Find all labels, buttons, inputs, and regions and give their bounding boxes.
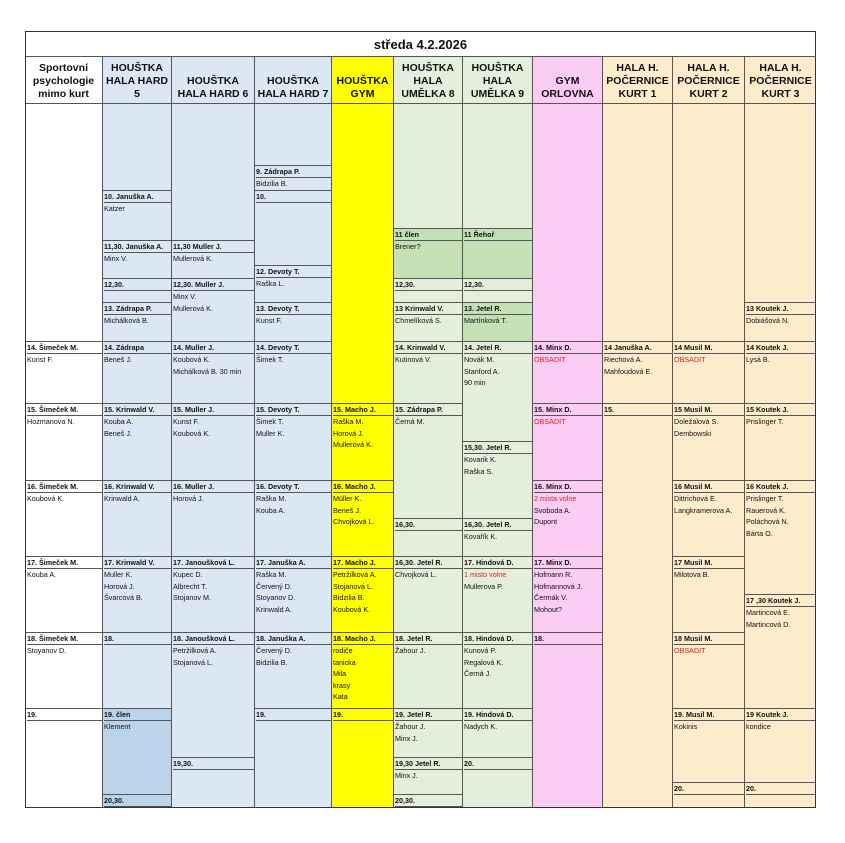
- slot-time-coach: 18. Jetel R.: [395, 633, 462, 645]
- slot-players: Dittrichová E. Langkramerova A.: [674, 494, 733, 515]
- slot-entry: [254, 266, 331, 303]
- slot-time-coach: 12. Devoty T.: [256, 266, 331, 278]
- slot-time-coach: 11,30. Januška A.: [104, 241, 171, 253]
- slot-time-coach: 14 Koutek J.: [746, 342, 816, 354]
- slot-time-coach: 14. Zádrapa: [104, 342, 171, 354]
- slot-entry: [254, 342, 331, 404]
- slot-time-coach: 18.: [534, 633, 602, 645]
- slot-players: Milotova B.: [674, 570, 710, 579]
- slot-time-coach: 14. Šimeček M.: [27, 342, 102, 354]
- slot-time-coach: 19. Jetel R.: [395, 709, 462, 721]
- slot-time-coach: 17. Krinwald V.: [104, 557, 171, 569]
- slot-entry: [532, 633, 602, 808]
- slot-players: [674, 354, 744, 366]
- slot-players: rodiče tanicka Mila krasy Kata: [333, 646, 356, 702]
- slot-entry: [744, 783, 816, 808]
- slot-entry: [462, 303, 532, 342]
- slot-entry: [331, 709, 393, 808]
- slot-entry: [254, 633, 331, 709]
- slot-entry: [532, 481, 602, 557]
- slot-entry: [462, 557, 532, 633]
- slot-entry: [25, 404, 102, 481]
- slot-time-coach: 19. Hindová D.: [464, 709, 532, 721]
- slot-time-coach: 11 člen: [395, 229, 462, 241]
- slot-entry: [462, 709, 532, 758]
- slot-time-coach: 16,30. Jetel R.: [464, 519, 532, 531]
- slot-time-coach: 16,30.: [395, 519, 462, 531]
- slot-time-coach: 16. Muller J.: [173, 481, 254, 493]
- slot-players: Kovarik K. Raška S.: [464, 455, 497, 476]
- slot-players: Bidzilia B.: [256, 179, 288, 188]
- column-header-gym: HOUŠTKA GYM: [331, 57, 393, 104]
- slot-entry: [744, 404, 816, 481]
- slot-time-coach: 12,30. Muller J.: [173, 279, 254, 291]
- slot-players: 1 misto volne Mullerova P.: [464, 570, 507, 591]
- slot-players: Prislinger T. Rauerová K. Poláchová N. Bárta O.: [746, 494, 789, 538]
- slot-entry: [672, 783, 744, 808]
- slot-time-coach: 12,30.: [464, 279, 532, 291]
- title-divider: [25, 56, 816, 57]
- slot-entry: [102, 481, 171, 557]
- slot-entry: [331, 481, 393, 557]
- slot-entry: [102, 241, 171, 279]
- slot-time-coach: 10. Januška A.: [104, 191, 171, 203]
- slot-entry: [171, 241, 254, 279]
- slot-entry: [102, 191, 171, 241]
- slot-entry: [171, 404, 254, 481]
- slot-time-coach: 11,30 Muller J.: [173, 241, 254, 253]
- slot-players: Muller K. Horová J. Švarcová B.: [104, 570, 143, 603]
- slot-entry: [102, 279, 171, 303]
- slot-entry: [602, 342, 672, 404]
- slot-entry: [744, 481, 816, 595]
- slot-players: Minx V. Mullerová K.: [173, 292, 213, 313]
- column-header-hu9: HOUŠTKA HALA UMĚLKA 9: [462, 57, 532, 104]
- slot-time-coach: 15 Koutek J.: [746, 404, 816, 416]
- slot-entry: [171, 557, 254, 633]
- slot-time-coach: 20,30.: [395, 795, 462, 807]
- slot-players: Minx V.: [104, 254, 128, 263]
- slot-time-coach: 17. Hindová D.: [464, 557, 532, 569]
- slot-entry: [672, 557, 744, 633]
- slot-players: Raška M. Červený D. Stoyanov D. Krinwald A.: [256, 570, 296, 614]
- slot-time-coach: 19. člen: [104, 709, 171, 721]
- slot-players: Kouba A. Beneš J.: [104, 417, 134, 438]
- slot-time-coach: 16 Koutek J.: [746, 481, 816, 493]
- slot-players: Chmelíková S.: [395, 316, 442, 325]
- slot-players: kondice: [746, 722, 771, 731]
- slot-players: Raška M. Horová J. Mullerová K.: [333, 417, 373, 450]
- slot-note: OBSADIT: [674, 355, 706, 364]
- slot-note: OBSADIT: [534, 355, 566, 364]
- slot-time-coach: 16,30. Jetel R.: [395, 557, 462, 569]
- slot-time-coach: 14. Muller J.: [173, 342, 254, 354]
- slot-entry: [672, 342, 744, 404]
- slot-entry: [102, 795, 171, 808]
- slot-entry: [744, 342, 816, 404]
- slot-players: Dobiášová N.: [746, 316, 790, 325]
- column-header-k3: HALA H. POČERNICE KURT 3: [744, 57, 816, 104]
- slot-entry: [672, 709, 744, 783]
- slot-entry: [744, 709, 816, 783]
- page-title: středa 4.2.2026: [25, 31, 816, 57]
- slot-players: Beneš J.: [104, 355, 132, 364]
- slot-time-coach: 15. Zádrapa P.: [395, 404, 462, 416]
- slot-time-coach: 13. Zádrapa P.: [104, 303, 171, 315]
- slot-time-coach: 18. Macho J.: [333, 633, 393, 645]
- slot-players: 2 mista volne Svoboda A. Dupont: [534, 494, 577, 527]
- slot-time-coach: 14. Krinwald V.: [395, 342, 462, 354]
- slot-time-coach: 15. Minx D.: [534, 404, 602, 416]
- slot-time-coach: 19,30.: [173, 758, 254, 770]
- slot-time-coach: 19,30 Jetel R.: [395, 758, 462, 770]
- slot-entry: [254, 303, 331, 342]
- slot-time-coach: 19.: [27, 709, 102, 721]
- slot-time-coach: 20.: [674, 783, 744, 795]
- slot-time-coach: 20,30.: [104, 795, 171, 807]
- slot-entry: [171, 633, 254, 758]
- slot-players: Riechová A. Mahfoudová E.: [604, 355, 653, 376]
- slot-time-coach: 16. Šimeček M.: [27, 481, 102, 493]
- slot-time-coach: 17. Minx D.: [534, 557, 602, 569]
- slot-players: Katzer: [104, 204, 125, 213]
- slot-time-coach: 15. Šimeček M.: [27, 404, 102, 416]
- slot-players: Petržilková A. Stojanová L. Bidzilia B. Koubová K.: [333, 570, 377, 614]
- slot-entry: [393, 303, 462, 342]
- slot-entry: [171, 481, 254, 557]
- slot-time-coach: 16. Macho J.: [333, 481, 393, 493]
- slot-entry: [602, 404, 672, 808]
- column-header-hh7: HOUŠTKA HALA HARD 7: [254, 57, 331, 104]
- slot-note: 2 mista volne: [534, 494, 577, 503]
- slot-players: Červený D. Bidzilia B.: [256, 646, 292, 667]
- slot-players: Kouba A.: [27, 570, 57, 579]
- slot-time-coach: 17. Šimeček M.: [27, 557, 102, 569]
- slot-players: Kovařík K.: [464, 532, 498, 541]
- slot-time-coach: 17 ,30 Koutek J.: [746, 595, 816, 607]
- slot-time-coach: 19. Musil M.: [674, 709, 744, 721]
- slot-players: Kunová P. Regalová K. Černá J.: [464, 646, 504, 679]
- slot-time-coach: 12,30.: [395, 279, 462, 291]
- slot-time-coach: 15. Devoty T.: [256, 404, 331, 416]
- slot-entry: [102, 633, 171, 709]
- slot-players: [674, 645, 744, 657]
- slot-time-coach: 15. Muller J.: [173, 404, 254, 416]
- slot-players: Kupec D. Albrecht T. Stojanov M.: [173, 570, 211, 603]
- slot-players: Koubová K. Michálková B. 30 min: [173, 355, 242, 376]
- slot-time-coach: 13. Jetel R.: [464, 303, 532, 315]
- slot-entry: [393, 342, 462, 404]
- slot-entry: [393, 633, 462, 709]
- slot-time-coach: 19.: [256, 709, 331, 721]
- slot-entry: [462, 633, 532, 709]
- slot-entry: [393, 758, 462, 795]
- slot-time-coach: 14. Minx D.: [534, 342, 602, 354]
- slot-players: Stoyanov D.: [27, 646, 67, 655]
- slot-players: Černá M.: [395, 417, 425, 426]
- slot-entry: [25, 342, 102, 404]
- slot-entry: [393, 709, 462, 758]
- slot-players: Mullerová K.: [173, 254, 213, 263]
- slot-time-coach: 18. Januška A.: [256, 633, 331, 645]
- slot-time-coach: 10.: [256, 191, 331, 203]
- slot-players: Kokinis: [674, 722, 698, 731]
- slot-entry: [532, 557, 602, 633]
- slot-time-coach: 18. Šimeček M.: [27, 633, 102, 645]
- slot-time-coach: 18. Janoušková L.: [173, 633, 254, 645]
- slot-time-coach: 9. Zádrapa P.: [256, 166, 331, 178]
- slot-time-coach: 18 Musil M.: [674, 633, 744, 645]
- slot-players: Martínková T.: [464, 316, 508, 325]
- slot-players: Kunst F.: [27, 355, 53, 364]
- slot-entry: [393, 795, 462, 808]
- slot-entry: [25, 709, 102, 808]
- slot-time-coach: 16. Krinwald V.: [104, 481, 171, 493]
- slot-entry: [102, 342, 171, 404]
- column-header-hh5: HOUŠTKA HALA HARD 5: [102, 57, 171, 104]
- column-header-hu8: HOUŠTKA HALA UMĚLKA 8: [393, 57, 462, 104]
- slot-players: Kutinová V.: [395, 355, 432, 364]
- slot-players: Raška M. Kouba A.: [256, 494, 287, 515]
- slot-note: OBSADIT: [534, 417, 566, 426]
- column-header-psych: Sportovní psychologie mimo kurt: [25, 57, 102, 104]
- slot-players: Klement: [104, 722, 131, 731]
- slot-players: Hozmanova N.: [27, 417, 75, 426]
- slot-time-coach: 15. Macho J.: [333, 404, 393, 416]
- slot-entry: [102, 557, 171, 633]
- slot-time-coach: 18.: [104, 633, 171, 645]
- slot-entry: [25, 633, 102, 709]
- slot-note: OBSADIT: [674, 646, 706, 655]
- slot-players: Koubová K.: [27, 494, 65, 503]
- slot-entry: [331, 557, 393, 633]
- slot-entry: [393, 279, 462, 303]
- slot-entry: [25, 557, 102, 633]
- slot-entry: [462, 229, 532, 279]
- slot-players: Kunst F.: [256, 316, 282, 325]
- slot-time-coach: 11 Řehoř: [464, 229, 532, 241]
- slot-time-coach: 20.: [746, 783, 816, 795]
- slot-players: Kunst F. Koubová K.: [173, 417, 211, 438]
- slot-players: Michálková B.: [104, 316, 149, 325]
- slot-players: Žahour J.: [395, 646, 426, 655]
- slot-players: Žahour J. Minx J.: [395, 722, 426, 743]
- slot-time-coach: 13 Koutek J.: [746, 303, 816, 315]
- slot-players: Šimek T.: [256, 355, 284, 364]
- slot-time-coach: 17. Janoušková L.: [173, 557, 254, 569]
- slot-entry: [532, 342, 602, 404]
- slot-entry: [393, 557, 462, 633]
- slot-entry: [254, 481, 331, 557]
- slot-entry: [25, 481, 102, 557]
- slot-players: Hofmann R. Hofmannová J. Čermák V. Mohout?: [534, 570, 583, 614]
- column-header-hh6: HOUŠTKA HALA HARD 6: [171, 57, 254, 104]
- slot-entry: [462, 442, 532, 519]
- slot-entry: [171, 279, 254, 342]
- slot-players: Prislinger T.: [746, 417, 784, 426]
- slot-note: 1 misto volne: [464, 570, 507, 579]
- slot-players: Doležalová S. Dembowski: [674, 417, 719, 438]
- slot-time-coach: 15.: [604, 404, 672, 416]
- slot-entry: [462, 519, 532, 557]
- slot-entry: [393, 229, 462, 279]
- slot-time-coach: 17 Musil M.: [674, 557, 744, 569]
- slot-entry: [393, 519, 462, 557]
- slot-time-coach: 14 Januška A.: [604, 342, 672, 354]
- slot-players: [534, 354, 602, 366]
- slot-entry: [102, 303, 171, 342]
- slot-entry: [331, 404, 393, 481]
- slot-time-coach: 18. Hindová D.: [464, 633, 532, 645]
- slot-time-coach: 16. Devoty T.: [256, 481, 331, 493]
- slot-entry: [254, 191, 331, 266]
- slot-players: Raška L.: [256, 279, 285, 288]
- slot-players: Martincová E. Martincová D.: [746, 608, 791, 629]
- column-header-k1: HALA H. POČERNICE KURT 1: [602, 57, 672, 104]
- slot-entry: [672, 633, 744, 709]
- slot-time-coach: 15,30. Jetel R.: [464, 442, 532, 454]
- slot-players: Chvojková L.: [395, 570, 437, 579]
- slot-entry: [672, 404, 744, 481]
- column-header-k2: HALA H. POČERNICE KURT 2: [672, 57, 744, 104]
- slot-time-coach: 14. Jetel R.: [464, 342, 532, 354]
- slot-entry: [462, 279, 532, 303]
- slot-time-coach: 14. Devoty T.: [256, 342, 331, 354]
- column-header-orl: GYM ORLOVNA: [532, 57, 602, 104]
- slot-time-coach: 15 Musil M.: [674, 404, 744, 416]
- slot-entry: [672, 481, 744, 557]
- slot-entry: [171, 342, 254, 404]
- slot-players: Lysá B.: [746, 355, 770, 364]
- slot-entry: [462, 758, 532, 808]
- slot-time-coach: 17. Macho J.: [333, 557, 393, 569]
- slot-time-coach: 16 Musil M.: [674, 481, 744, 493]
- slot-entry: [171, 758, 254, 808]
- slot-entry: [102, 709, 171, 795]
- slot-entry: [254, 166, 331, 191]
- slot-entry: [393, 404, 462, 519]
- slot-players: Müller K. Beneš J. Chvojková L.: [333, 494, 375, 527]
- slot-time-coach: 14 Musil M.: [674, 342, 744, 354]
- slot-time-coach: 17. Januška A.: [256, 557, 331, 569]
- slot-players: Krinwald A.: [104, 494, 140, 503]
- slot-time-coach: 20.: [464, 758, 532, 770]
- slot-time-coach: 15. Krinwald V.: [104, 404, 171, 416]
- slot-entry: [331, 633, 393, 709]
- slot-time-coach: 19.: [333, 709, 393, 721]
- slot-players: [534, 416, 602, 428]
- slot-players: Šimek T. Muller K.: [256, 417, 285, 438]
- slot-time-coach: 13 Krinwald V.: [395, 303, 462, 315]
- slot-entry: [102, 404, 171, 481]
- slot-players: Horová J.: [173, 494, 204, 503]
- slot-players: Novák M. Stanford A. 90 min: [464, 355, 500, 388]
- slot-entry: [254, 404, 331, 481]
- slot-players: Nadych K.: [464, 722, 498, 731]
- slot-time-coach: 13. Devoty T.: [256, 303, 331, 315]
- slot-entry: [532, 404, 602, 481]
- slot-entry: [254, 709, 331, 808]
- slot-players: Brener?: [395, 242, 421, 251]
- slot-players: Minx J.: [395, 771, 418, 780]
- slot-players: Petržilková A. Stojanová L.: [173, 646, 217, 667]
- slot-time-coach: 16. Minx D.: [534, 481, 602, 493]
- slot-entry: [254, 557, 331, 633]
- slot-time-coach: 19 Koutek J.: [746, 709, 816, 721]
- slot-entry: [462, 342, 532, 442]
- slot-time-coach: 12,30.: [104, 279, 171, 291]
- slot-entry: [744, 595, 816, 709]
- slot-entry: [744, 303, 816, 342]
